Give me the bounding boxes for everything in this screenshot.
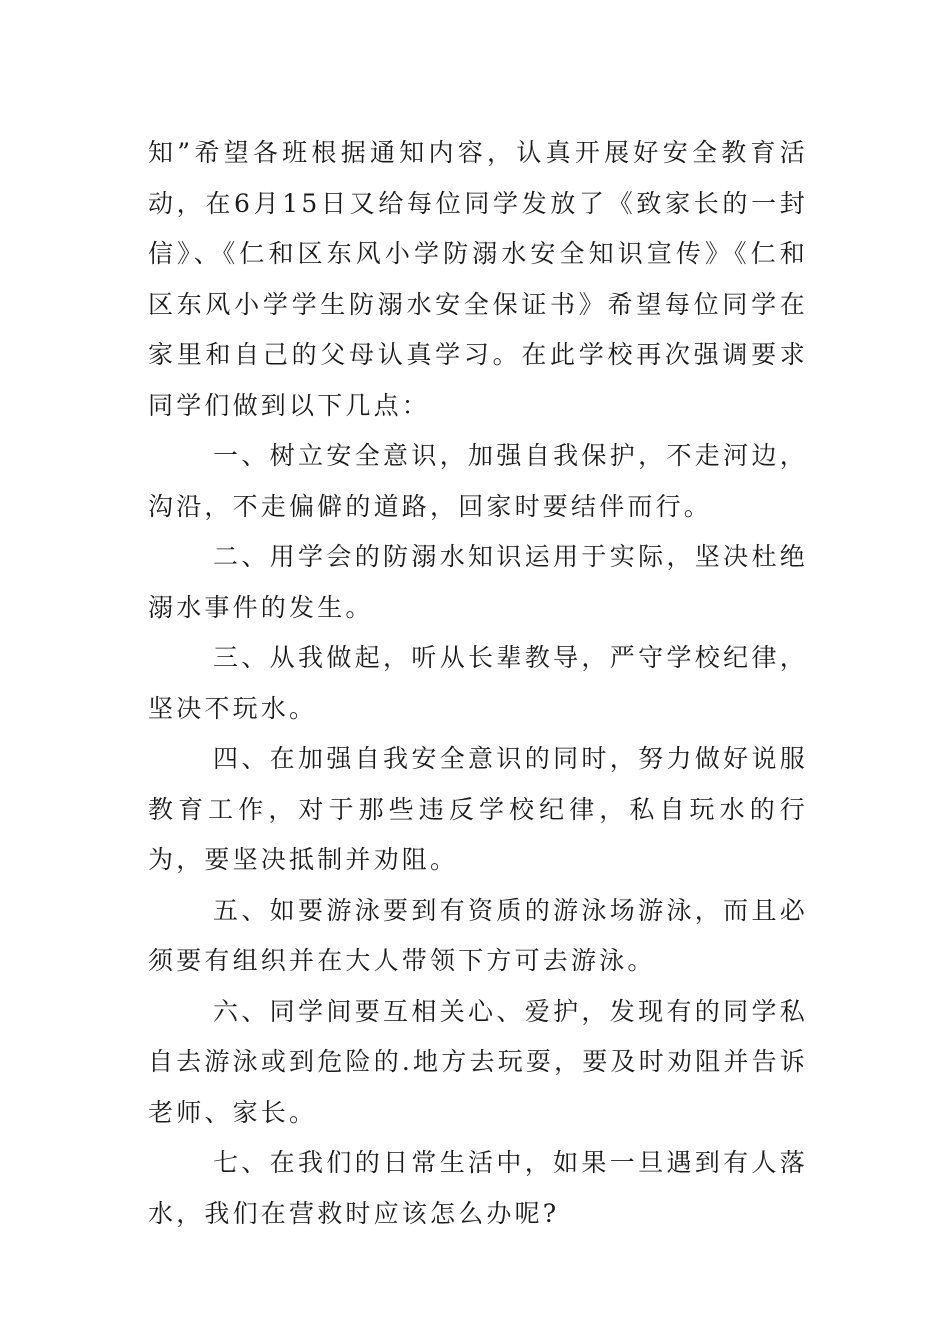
intro-paragraph: 知”希望各班根据通知内容，认真开展好安全教育活动，在6月15日又给每位同学发放了《致家长的一封信》、《仁和区东风小学防溺水安全知识宣传》《仁和区东风小学学生防溺水安全保证书》希望每位同学在家里和自己的父母认真学习。在此学校再次强调要求同学们做到以下几点：	[148, 138, 808, 420]
point-5-paragraph: 五、如要游泳要到有资质的游泳场游泳，而且必须要有组织并在大人带领下方可去游泳。	[148, 895, 808, 975]
point-6-paragraph: 六、同学间要互相关心、爱护，发现有的同学私自去游泳或到危险的.地方去玩耍，要及时劝阻并告诉老师、家长。	[148, 996, 808, 1127]
point-4-paragraph: 四、在加强自我安全意识的同时，努力做好说服教育工作，对于那些违反学校纪律，私自玩水的行为，要坚决抵制并劝阻。	[148, 744, 808, 874]
point-1-paragraph: 一、树立安全意识，加强自我保护，不走河边，沟沿，不走偏僻的道路，回家时要结伴而行。	[148, 441, 808, 521]
document-body	[148, 128, 808, 1239]
point-2-paragraph: 二、用学会的防溺水知识运用于实际，坚决杜绝溺水事件的发生。	[148, 542, 808, 622]
point-7-paragraph: 七、在我们的日常生活中，如果一旦遇到有人落水，我们在营救时应该怎么办呢?	[148, 1148, 808, 1228]
point-3-paragraph: 三、从我做起，听从长辈教导，严守学校纪律，坚决不玩水。	[148, 643, 808, 723]
